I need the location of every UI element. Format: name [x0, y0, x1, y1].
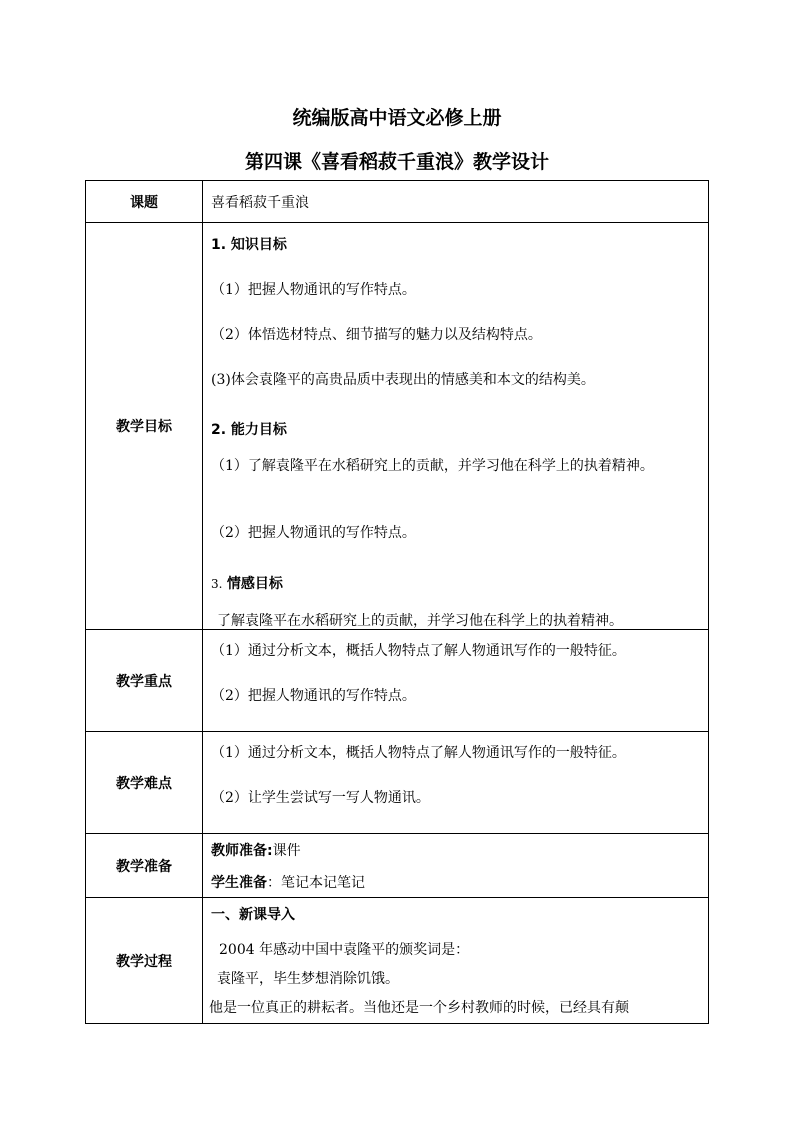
- process-line-1: 2004 年感动中国中袁隆平的颁奖词是：: [219, 942, 470, 958]
- table-row-preparation: [86, 834, 709, 898]
- process-line-2: 袁隆平，毕生梦想消除饥饿。: [217, 971, 399, 987]
- emotion-item-1: 了解袁隆平在水稻研究上的贡献，并学习他在科学上的执着精神。: [217, 613, 623, 629]
- ability-heading: 2. 能力目标: [211, 422, 287, 438]
- process-line-3: 他是一位真正的耕耘者。当他还是一个乡村教师的时候，已经具有颠: [209, 1000, 629, 1016]
- table-row-key-points: [86, 630, 709, 732]
- student-preparation-value: ：笔记本记笔记: [267, 875, 365, 891]
- content-objectives: [203, 223, 709, 630]
- teacher-preparation: [211, 840, 301, 860]
- knowledge-heading: 1. 知识目标: [211, 237, 287, 253]
- document-title: 统编版高中语文必修上册: [292, 107, 502, 129]
- table-row-process: [86, 898, 709, 1024]
- emotion-heading-text: 情感目标: [226, 576, 283, 592]
- document-subtitle: 第四课《喜看稻菽千重浪》教学设计: [244, 151, 549, 173]
- lesson-plan-table: [85, 180, 709, 1024]
- table-row-difficulties: [86, 732, 709, 834]
- content-topic: [203, 181, 709, 223]
- ability-item-2: （2）把握人物通讯的写作特点。: [211, 525, 416, 541]
- emotion-heading-number: 3.: [211, 577, 223, 591]
- content-difficulties: [203, 732, 709, 834]
- teacher-preparation-label: 教师准备:: [211, 843, 273, 859]
- emotion-heading: [211, 573, 283, 593]
- teacher-preparation-value: 课件: [272, 843, 301, 859]
- student-preparation-label: 学生准备: [211, 875, 267, 891]
- knowledge-item-1: （1）把握人物通讯的写作特点。: [211, 282, 416, 298]
- knowledge-item-3: (3)体会袁隆平的高贵品质中表现出的情感美和本文的结构美。: [211, 372, 595, 388]
- topic-value: 喜看稻菽千重浪: [211, 195, 309, 211]
- label-process: 教学过程: [86, 898, 203, 1024]
- table-row-objectives: [86, 223, 709, 630]
- label-topic: 课题: [86, 181, 203, 223]
- label-preparation: 教学准备: [86, 834, 203, 898]
- key-point-1: （1）通过分析文本，概括人物特点了解人物通讯写作的一般特征。: [211, 643, 626, 659]
- knowledge-item-2: （2）体悟选材特点、细节描写的魅力以及结构特点。: [211, 327, 542, 343]
- label-objectives: 教学目标: [86, 223, 203, 630]
- student-preparation: [211, 872, 365, 892]
- content-preparation: [203, 834, 709, 898]
- label-difficulties: 教学难点: [86, 732, 203, 834]
- key-point-2: （2）把握人物通讯的写作特点。: [211, 688, 416, 704]
- process-heading: 一、新课导入: [211, 907, 295, 923]
- ability-item-1: （1）了解袁隆平在水稻研究上的贡献，并学习他在科学上的执着精神。: [211, 458, 654, 474]
- content-process: [203, 898, 709, 1024]
- difficulty-1: （1）通过分析文本，概括人物特点了解人物通讯写作的一般特征。: [211, 745, 626, 761]
- table-row-topic: [86, 181, 709, 223]
- content-key-points: [203, 630, 709, 732]
- label-key-points: 教学重点: [86, 630, 203, 732]
- difficulty-2: （2）让学生尝试写一写人物通讯。: [211, 790, 430, 806]
